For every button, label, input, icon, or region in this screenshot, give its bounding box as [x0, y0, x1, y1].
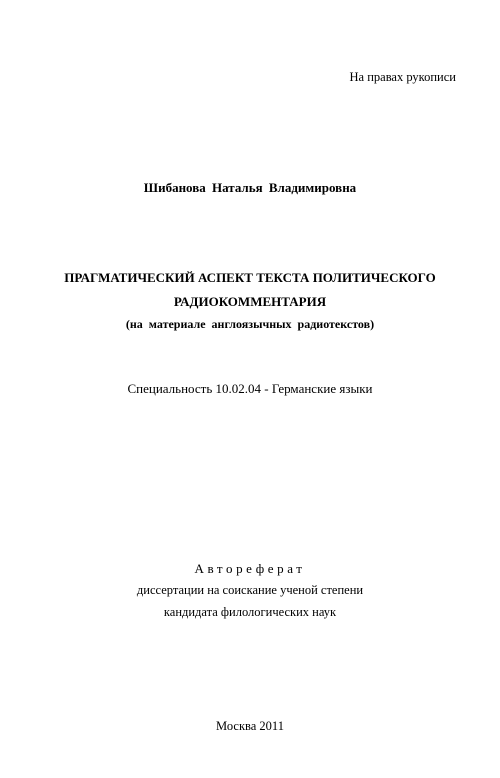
document-genre: Автореферат [194, 561, 306, 576]
place-and-year: Москва 2011 [216, 719, 284, 733]
purpose-line-2: кандидата филологических наук [163, 605, 337, 619]
rights-notice: На правах рукописи [349, 70, 456, 84]
author-name: Шибанова Наталья Владимировна [143, 180, 357, 195]
title-line-1: ПРАГМАТИЧЕСКИЙ АСПЕКТ ТЕКСТА ПОЛИТИЧЕСКОГО [64, 270, 436, 285]
specialty: Специальность 10.02.04 - Германские языки [127, 381, 373, 396]
purpose-line-1: диссертации на соискание ученой степени [136, 583, 364, 597]
subtitle: (на материале англоязычных радиотекстов) [125, 317, 375, 331]
title-line-2: РАДИОКОММЕНТАРИЯ [173, 294, 327, 309]
